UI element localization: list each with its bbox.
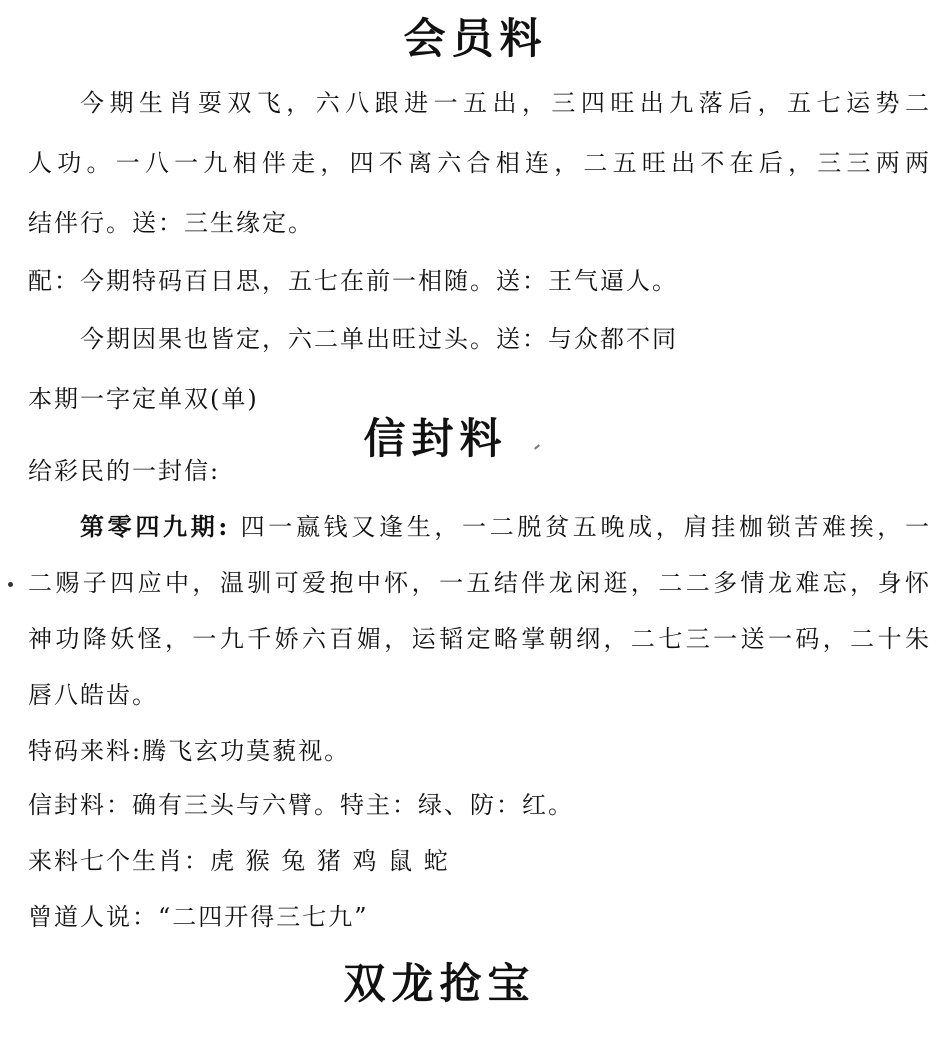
paragraph-line: 结伴行。送：三生缘定。 [28, 209, 314, 237]
xinfeng-line: 信封料：确有三头与六臂。特主：绿、防：红。 [28, 791, 574, 819]
letter-intro: 给彩民的一封信: [28, 457, 221, 485]
paragraph-line: 今期生肖耍双飞，六八跟进一五出，三四旺出九落后，五七运势二 [80, 89, 931, 117]
title-xinfengliao: 信封料 [363, 414, 508, 463]
paragraph-line [80, 512, 931, 542]
title-shuanglong: 双龙抢宝 [343, 959, 536, 1008]
paragraph-line: 唇八皓齿。 [28, 681, 158, 709]
tema-line: 特码来料:腾飞玄功莫藐视。 [28, 737, 351, 765]
paragraph-line: 二赐子四应中，温驯可爱抱中怀，一五结伴龙闲逛，二二多情龙难忘，身怀 [28, 569, 931, 597]
zodiac-line: 来料七个生肖：虎 猴 兔 猪 鸡 鼠 蛇 [28, 847, 450, 875]
paragraph-line: 人功。一八一九相伴走，四不离六合相连，二五旺出不在后，三三两两 [28, 149, 931, 177]
paragraph-text: 四一嬴钱又逢生，一二脱贫五晚成，肩挂枷锁苦难挨，一 [229, 513, 931, 541]
issue-number: 第零四九期: [80, 512, 230, 541]
yinguo-line: 今期因果也皆定，六二单出旺过头。送：与众都不同 [80, 325, 678, 353]
benqi-line: 本期一字定单双(单) [28, 385, 259, 413]
pei-line: 配：今期特码百日思，五七在前一相随。送：王气逼人。 [28, 267, 678, 295]
scan-speck [8, 582, 13, 587]
title-huiyuanliao: 会员料 [403, 14, 548, 63]
zeng-line: 曾道人说：“二四开得三七九” [28, 903, 369, 931]
paragraph-line: 神功降妖怪，一九千娇六百媚，运韬定略掌朝纲，二七三一送一码，二十朱 [28, 625, 931, 653]
